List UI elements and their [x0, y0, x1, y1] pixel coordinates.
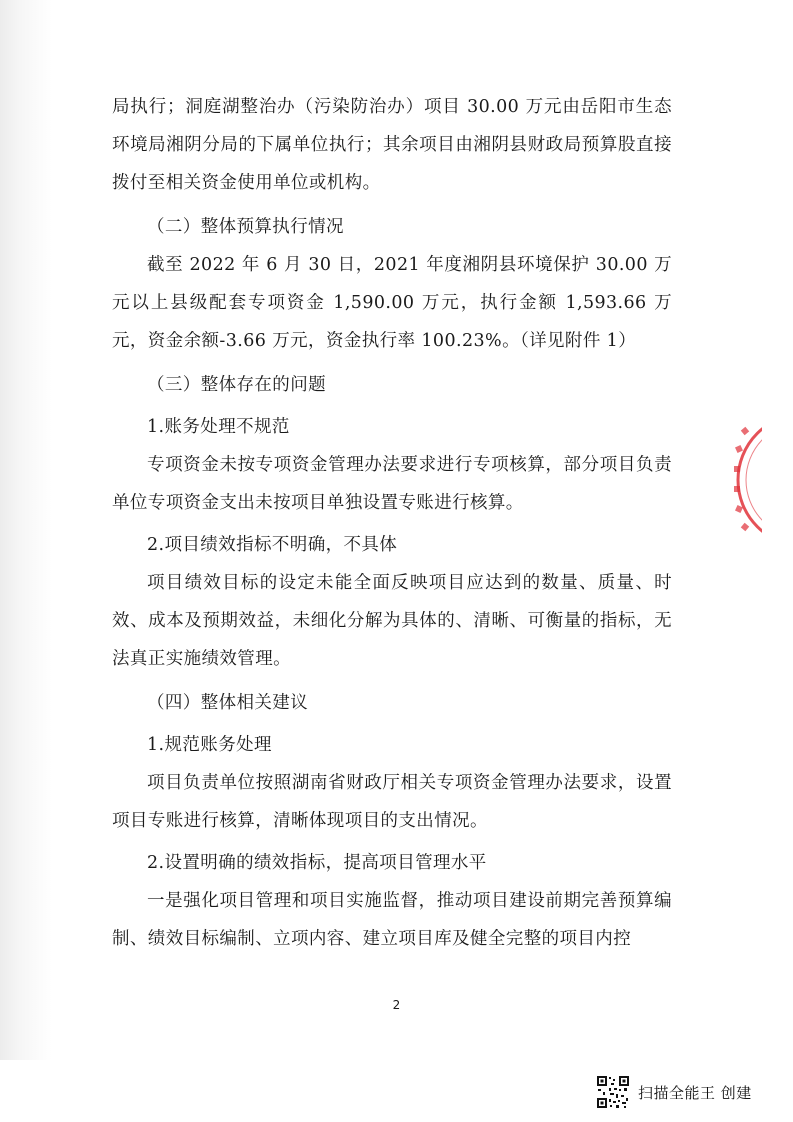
- qr-code-icon: [596, 1075, 630, 1109]
- paragraph-indicators: 项目绩效目标的设定未能全面反映项目应达到的数量、质量、时效、成本及预期效益，未细化分解为具体的、清晰、可衡量的指标，无法真正实施绩效管理。: [112, 573, 672, 669]
- paragraph-accounting: 专项资金未按专项资金管理办法要求进行专项核算，部分项目负责单位专项资金支出未按项目单独设置专账进行核算。: [112, 455, 672, 513]
- scanner-brand-text: 扫描全能王 创建: [638, 1083, 752, 1102]
- paragraph-continuation: 局执行；洞庭湖整治办（污染防治办）项目 30.00 万元由岳阳市生态环境局湘阴分局的下属单位执行；其余项目由湘阴县财政局预算股直接拨付至相关资金使用单位或机构。: [112, 97, 672, 193]
- paragraph-budget-execution: 截至 2022 年 6 月 30 日，2021 年度湘阴县环境保护 30.00 万元以上县级配套专项资金 1,590.00 万元，执行金额 1,593.66 万元，资金余额-3.66 万元，资金执行率 100.23%。（详见附件 1）: [112, 255, 672, 351]
- scanner-watermark: [596, 1072, 776, 1112]
- section-heading-suggestions: （四）整体相关建议: [147, 693, 309, 713]
- subheading-standardize-accounting: 1.规范账务处理: [147, 735, 272, 755]
- paragraph-standardize-accounting: 项目负责单位按照湖南省财政厅相关专项资金管理办法要求，设置项目专账进行核算，清晰体现项目的支出情况。: [112, 773, 672, 831]
- scan-edge-shadow: [0, 0, 52, 1060]
- subheading-accounting: 1.账务处理不规范: [147, 417, 290, 437]
- document-body: [112, 88, 672, 958]
- paragraph-project-management: 一是强化项目管理和项目实施监督，推动项目建设前期完善预算编制、绩效目标编制、立项内容、建立项目库及健全完整的项目内控: [112, 891, 672, 949]
- section-heading-problems: （三）整体存在的问题: [147, 375, 326, 395]
- red-seal-icon: [722, 410, 762, 550]
- subheading-performance-indicators: 2.设置明确的绩效指标，提高项目管理水平: [147, 853, 487, 873]
- page-number: 2: [392, 998, 401, 1012]
- subheading-indicators: 2.项目绩效指标不明确，不具体: [147, 535, 398, 555]
- section-heading-budget-execution: （二）整体预算执行情况: [147, 217, 344, 237]
